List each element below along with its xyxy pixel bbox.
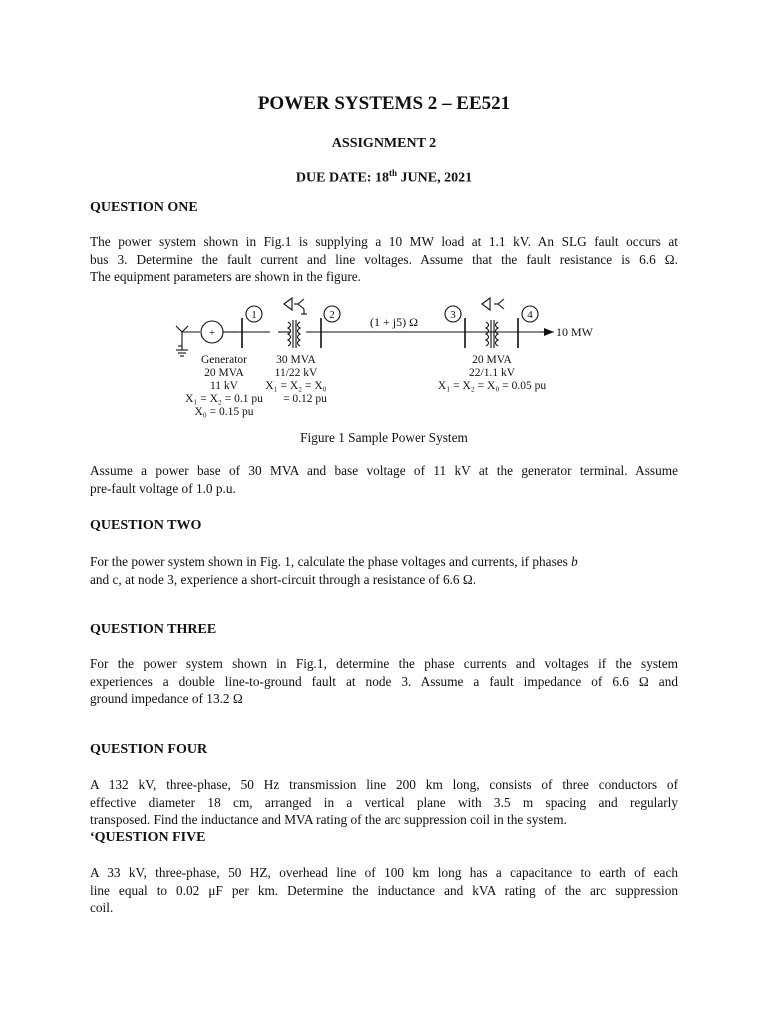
question-one-text: [90, 233, 678, 286]
t1-reactance-value: = 0.12 pu: [283, 393, 327, 405]
base-line: Assume a power base of 30 MVA and base voltage of 11 kV at the generator terminal. Assume: [90, 463, 678, 478]
load-arrow-icon: [544, 328, 554, 336]
bus-4-label: 4: [527, 309, 533, 321]
base-values-text: [90, 462, 678, 497]
power-system-diagram: [160, 290, 620, 430]
t1-rating: 30 MVA: [276, 354, 316, 366]
q2-line: and c, at node 3, experience a short-circuit through a resistance of 6.6 Ω.: [90, 571, 477, 587]
load-label: 10 MW: [556, 325, 593, 339]
t2-reactance: X₁ = X₂ = X₀ = 0.05 pu: [437, 380, 547, 392]
generator-rating: 20 MVA: [204, 367, 244, 379]
question-one-heading: QUESTION ONE: [90, 200, 198, 215]
generator-symbol: +: [208, 327, 216, 339]
t1-reactance: X₁ = X₂ = X₀: [265, 380, 327, 392]
q5-line: coil.: [90, 900, 114, 915]
due-superscript: th: [389, 168, 398, 178]
q2-line: [90, 553, 678, 571]
q1-line: The equipment parameters are shown in the figure.: [90, 269, 362, 284]
base-line: pre-fault voltage of 1.0 p.u.: [90, 480, 236, 496]
q4-line: A 132 kV, three-phase, 50 Hz transmission line 200 km long, consists of three conductors of: [90, 777, 678, 792]
q3-line: For the power system shown in Fig.1, determine the phase currents and voltages if the system: [90, 656, 678, 671]
q4-line: effective diameter 18 cm, arranged in a vertical plane with 3.5 m spacing and regularly: [90, 794, 678, 810]
question-five-text: [90, 864, 678, 917]
q1-line: bus 3. Determine the fault current and line voltages. Assume that the fault resistance is 6.6 Ω.: [90, 251, 678, 267]
generator-x0: X₀ = 0.15 pu: [194, 406, 254, 418]
figure-caption: Figure 1 Sample Power System: [300, 430, 468, 445]
t2-voltage: 22/1.1 kV: [469, 367, 515, 379]
question-three-heading: QUESTION THREE: [90, 622, 217, 637]
question-five-heading: ‘QUESTION FIVE: [90, 830, 206, 845]
q2-phase-b: b: [571, 554, 578, 569]
t2-rating: 20 MVA: [472, 354, 512, 366]
generator-x1-x2: X₁ = X₂ = 0.1 pu: [185, 393, 263, 405]
question-four-heading: QUESTION FOUR: [90, 742, 208, 757]
due-prefix: DUE DATE: 18: [295, 170, 389, 186]
assignment-title: ASSIGNMENT 2: [331, 136, 437, 151]
line-impedance-label: (1 + j5) Ω: [369, 315, 419, 329]
question-four-text: [90, 776, 678, 829]
q4-line: transposed. Find the inductance and MVA rating of the arc suppression coil in the system.: [90, 812, 567, 827]
q3-line: ground impedance of 13.2 Ω: [90, 691, 243, 706]
due-date: [0, 168, 768, 187]
question-two-text: [90, 553, 678, 588]
q5-line: line equal to 0.02 μF per km. Determine the inductance and kVA rating of the arc suppression: [90, 882, 678, 898]
course-title: POWER SYSTEMS 2 – EE521: [257, 93, 511, 114]
generator-voltage: 11 kV: [209, 380, 239, 392]
question-three-text: [90, 655, 678, 708]
bus-2-label: 2: [329, 309, 335, 321]
generator-label: Generator: [201, 354, 247, 366]
due-suffix: JUNE, 2021: [397, 170, 473, 186]
bus-3-label: 3: [450, 309, 456, 321]
q3-line: experiences a double line-to-ground fault at node 3. Assume a fault impedance of 6.6 Ω and: [90, 673, 678, 689]
bus-1-label: 1: [251, 309, 257, 321]
question-two-heading: QUESTION TWO: [90, 518, 202, 533]
q2-line-a: For the power system shown in Fig. 1, calculate the phase voltages and currents, if phases: [90, 554, 572, 569]
t1-voltage: 11/22 kV: [274, 367, 318, 379]
q5-line: A 33 kV, three-phase, 50 HZ, overhead line of 100 km long has a capacitance to earth of each: [90, 865, 678, 880]
q1-line: The power system shown in Fig.1 is supplying a 10 MW load at 1.1 kV. An SLG fault occurs at: [90, 234, 678, 249]
